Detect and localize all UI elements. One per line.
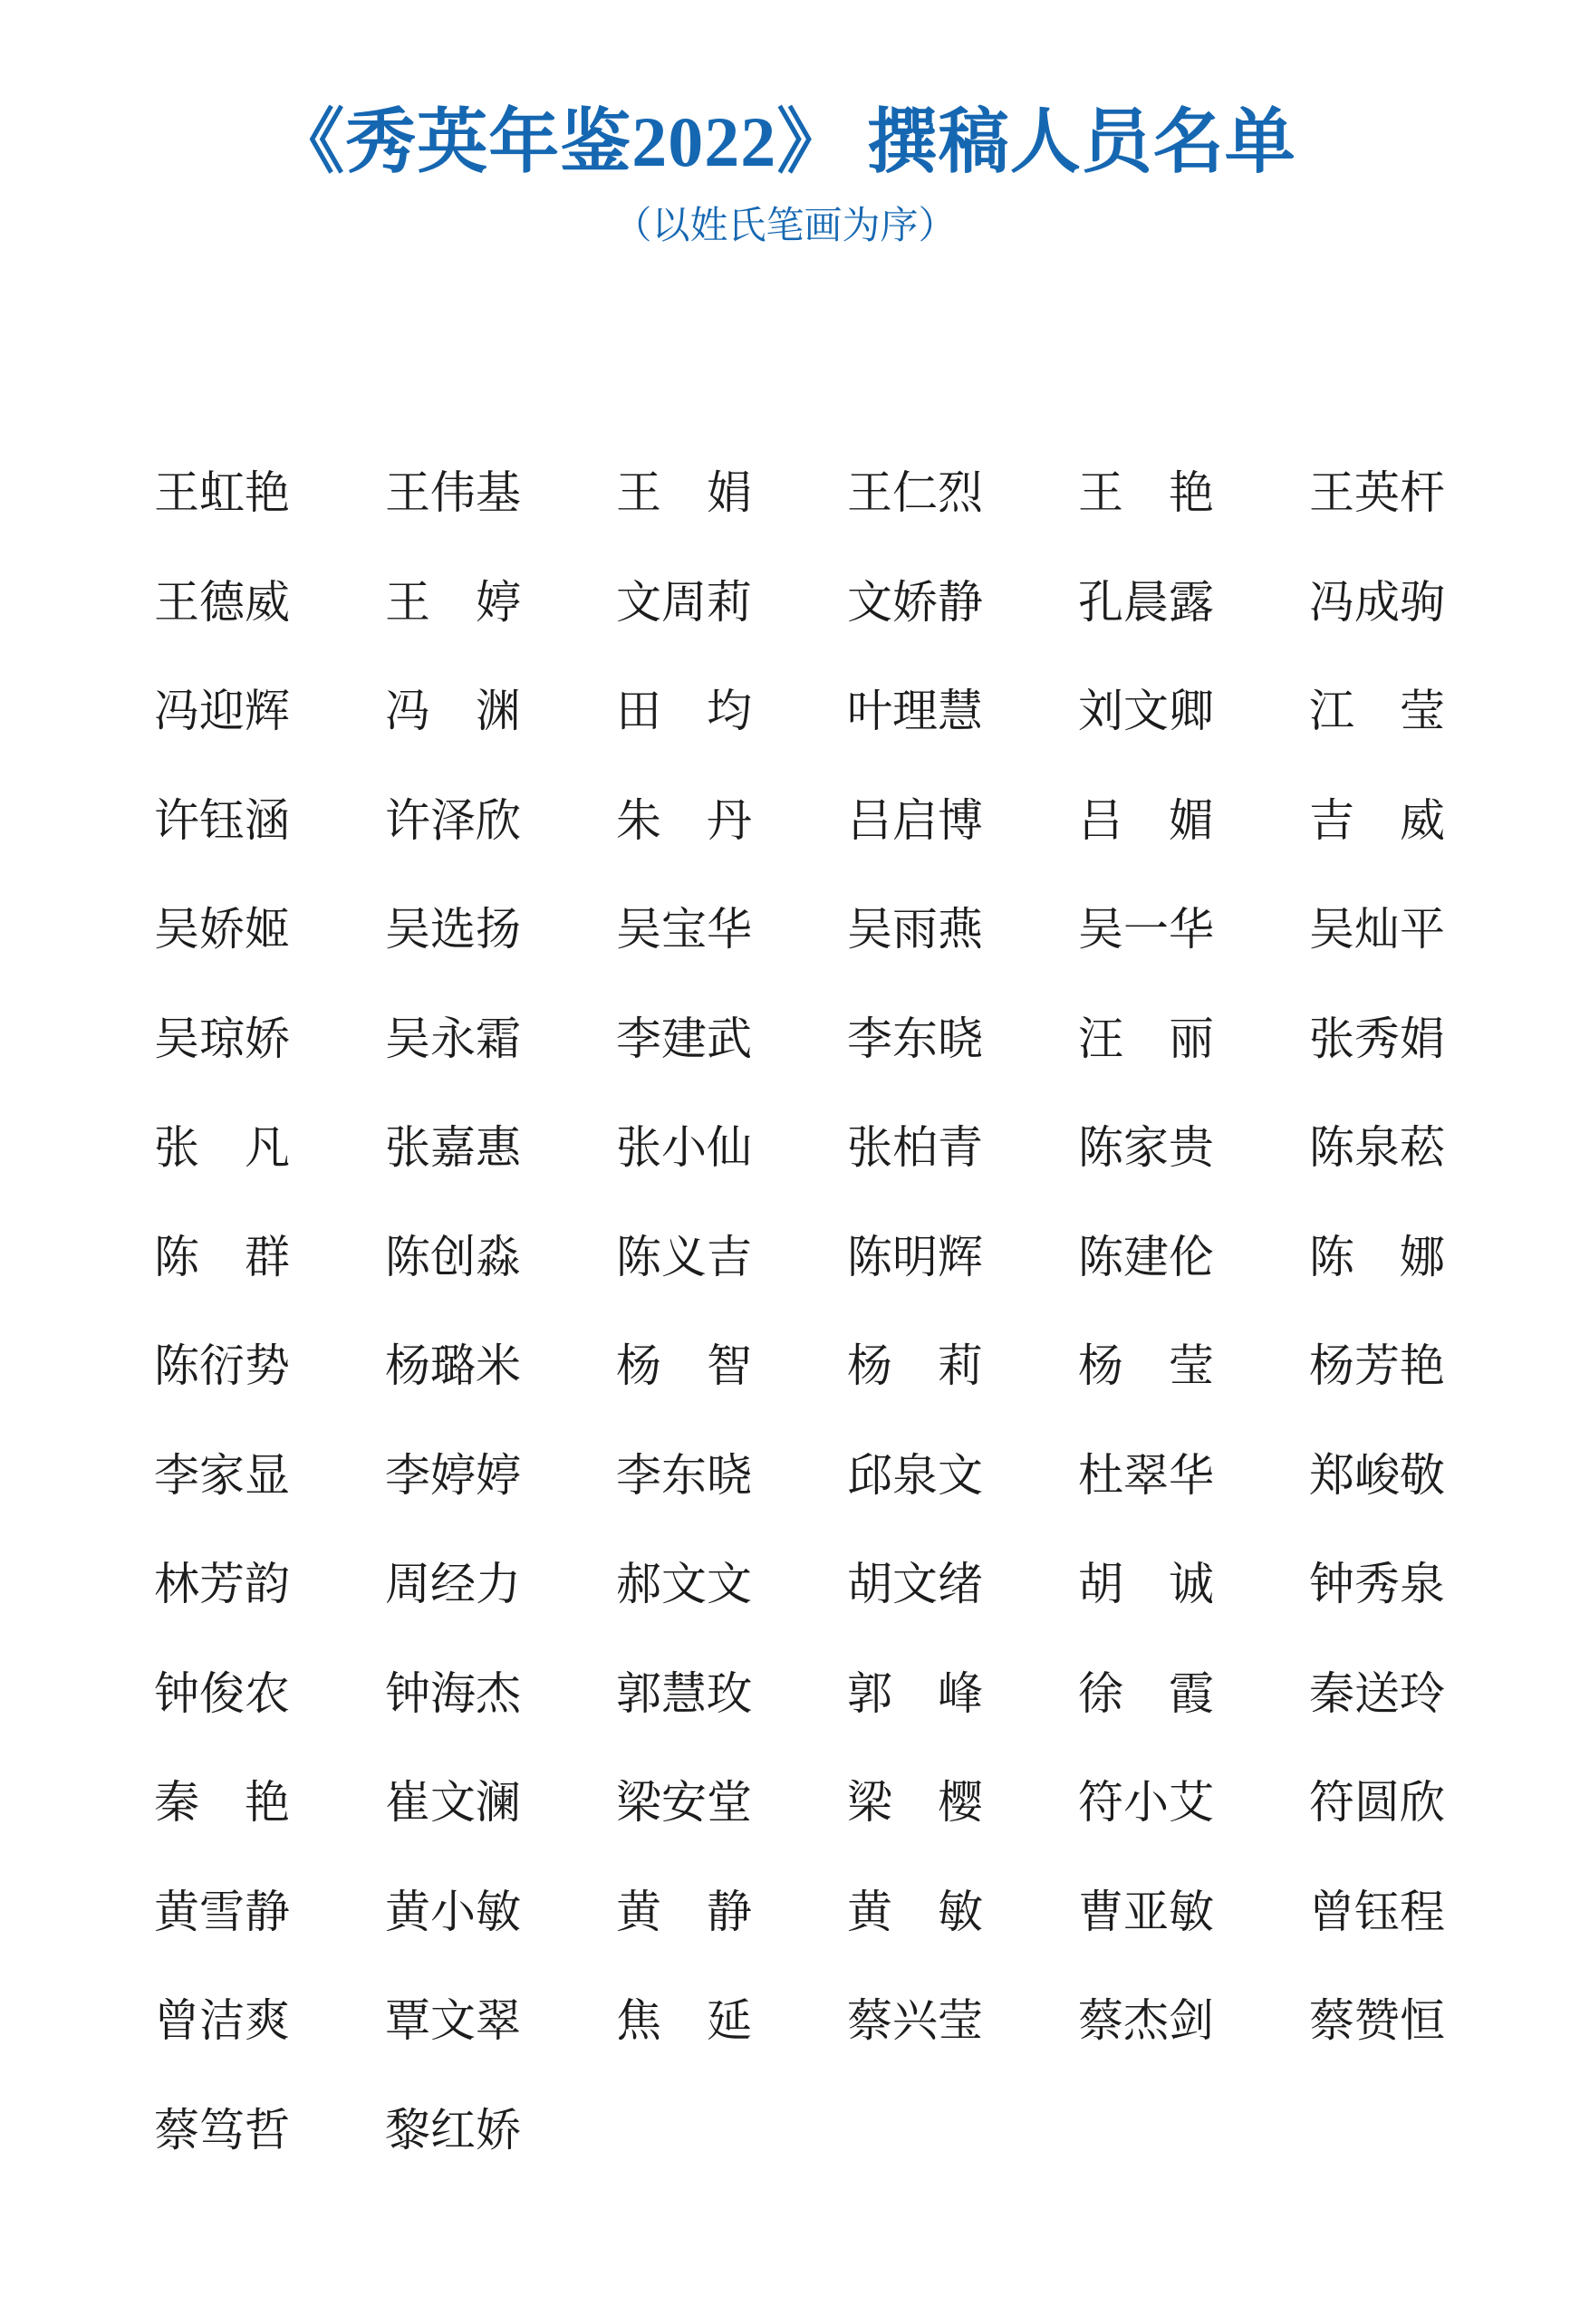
name-row [154,548,1445,658]
contributor-name: 覃文翠 [385,1995,521,2047]
contributor-name: 朱 丹 [616,794,752,846]
contributor-name: 钟俊农 [154,1667,290,1719]
contributor-name: 杨 莹 [1078,1340,1214,1392]
contributor-name: 王 娟 [616,467,752,519]
contributor-name: 秦 艳 [154,1777,290,1829]
contributor-name: 曾钰程 [1309,1886,1445,1937]
name-row [154,1203,1445,1312]
contributor-name: 冯成驹 [1309,576,1445,628]
contributor-name: 陈 娜 [1309,1231,1445,1282]
contributor-name: 钟海杰 [385,1667,521,1719]
contributor-name: 周经力 [385,1559,521,1610]
contributor-name: 陈衍势 [154,1340,290,1392]
page-subtitle: （以姓氏笔画为序） [613,206,957,247]
contributor-name: 曾洁爽 [154,1995,290,2047]
contributor-name: 许泽欣 [385,794,521,846]
contributor-name: 崔文澜 [385,1777,521,1829]
contributor-name: 陈明辉 [847,1231,983,1282]
contributor-name: 吕 媚 [1078,794,1214,846]
contributor-name: 冯 渊 [385,686,521,737]
contributor-name: 杨璐米 [385,1340,521,1392]
contributor-name: 王德威 [154,576,290,628]
contributor-name: 王 艳 [1078,467,1214,519]
contributor-name: 叶理慧 [847,686,983,737]
contributor-name: 杨 莉 [847,1340,983,1392]
contributor-name: 梁 樱 [847,1777,983,1829]
contributor-name: 郑峻敬 [1309,1449,1445,1501]
contributor-name: 蔡兴莹 [847,1995,983,2047]
contributor-name: 黄雪静 [154,1886,290,1937]
contributor-name: 冯迎辉 [154,686,290,737]
contributor-name: 张柏青 [847,1122,983,1174]
contributor-name: 秦送玲 [1309,1667,1445,1719]
contributor-name: 吴选扬 [385,904,521,956]
name-row [154,1093,1445,1203]
name-row [154,1530,1445,1639]
name-row [154,438,1445,548]
contributor-name: 钟秀泉 [1309,1559,1445,1610]
contributor-name: 陈义吉 [616,1231,752,1282]
contributor-name: 郭 峰 [847,1667,983,1719]
contributor-name: 李家显 [154,1449,290,1501]
contributor-name: 郝文文 [616,1559,752,1610]
name-row [154,1858,1445,1967]
contributor-name: 王虹艳 [154,467,290,519]
contributor-name: 吕启博 [847,794,983,846]
contributor-name: 陈 群 [154,1231,290,1282]
contributor-name: 陈家贵 [1078,1122,1214,1174]
contributor-name: 符圆欣 [1309,1777,1445,1829]
contributor-name: 胡文绪 [847,1559,983,1610]
contributor-name: 张嘉惠 [385,1122,521,1174]
contributor-name: 蔡笃哲 [154,2104,290,2156]
name-row [154,1748,1445,1858]
contributor-name: 吴一华 [1078,904,1214,956]
contributor-name: 杨芳艳 [1309,1340,1445,1392]
contributor-name: 郭慧玫 [616,1667,752,1719]
contributor-name: 李建武 [616,1013,752,1064]
contributor-name: 吉 威 [1309,794,1445,846]
contributor-name: 黄 敏 [847,1886,983,1937]
contributor-name: 邱泉文 [847,1449,983,1501]
contributor-name: 王仁烈 [847,467,983,519]
contributor-name: 黎红娇 [385,2104,521,2156]
contributor-name: 吴雨燕 [847,904,983,956]
contributor-name: 胡 诚 [1078,1559,1214,1610]
contributor-name: 吴灿平 [1309,904,1445,956]
contributor-name: 田 均 [616,686,752,737]
contributor-name: 张小仙 [616,1122,752,1174]
contributor-name: 梁安堂 [616,1777,752,1829]
contributor-name: 文娇静 [847,576,983,628]
contributor-name: 陈建伦 [1078,1231,1214,1282]
contributor-name: 江 莹 [1309,686,1445,737]
name-row [154,766,1445,876]
contributor-name: 王 婷 [385,576,521,628]
contributor-name: 吴娇姬 [154,904,290,956]
contributor-name: 徐 霞 [1078,1667,1214,1719]
contributor-name: 许钰涵 [154,794,290,846]
contributor-name: 黄小敏 [385,1886,521,1937]
contributor-name: 王英杆 [1309,467,1445,519]
name-row [154,2076,1445,2185]
name-row [154,875,1445,984]
contributor-name: 刘文卿 [1078,686,1214,737]
contributor-name: 文周莉 [616,576,752,628]
contributor-name: 张 凡 [154,1122,290,1174]
contributor-name: 黄 静 [616,1886,752,1937]
name-row [154,984,1445,1094]
contributor-name: 符小艾 [1078,1777,1214,1829]
contributor-name: 陈泉菘 [1309,1122,1445,1174]
contributor-name: 孔晨露 [1078,576,1214,628]
contributor-name: 张秀娟 [1309,1013,1445,1064]
contributor-name: 李东晓 [847,1013,983,1064]
contributor-name: 吴宝华 [616,904,752,956]
contributor-name: 吴永霜 [385,1013,521,1064]
name-row [154,1639,1445,1749]
name-row [154,1421,1445,1531]
contributor-name: 王伟基 [385,467,521,519]
contributor-name: 杜翠华 [1078,1449,1214,1501]
contributor-name: 陈创淼 [385,1231,521,1282]
contributor-name: 焦 延 [616,1995,752,2047]
page-title: 《秀英年鉴2022》 撰稿人员名单 [274,102,1296,181]
contributor-name: 李婷婷 [385,1449,521,1501]
contributor-name: 李东晓 [616,1449,752,1501]
name-row [154,657,1445,766]
contributor-name: 蔡赞恒 [1309,1995,1445,2047]
contributor-name: 汪 丽 [1078,1013,1214,1064]
name-row [154,1311,1445,1421]
contributor-name: 杨 智 [616,1340,752,1392]
contributor-name: 吴琼娇 [154,1013,290,1064]
contributor-name: 蔡杰剑 [1078,1995,1214,2047]
contributor-name: 林芳韵 [154,1559,290,1610]
name-row [154,1966,1445,2076]
contributor-name: 曹亚敏 [1078,1886,1214,1937]
contributor-name-grid [154,438,1445,2185]
